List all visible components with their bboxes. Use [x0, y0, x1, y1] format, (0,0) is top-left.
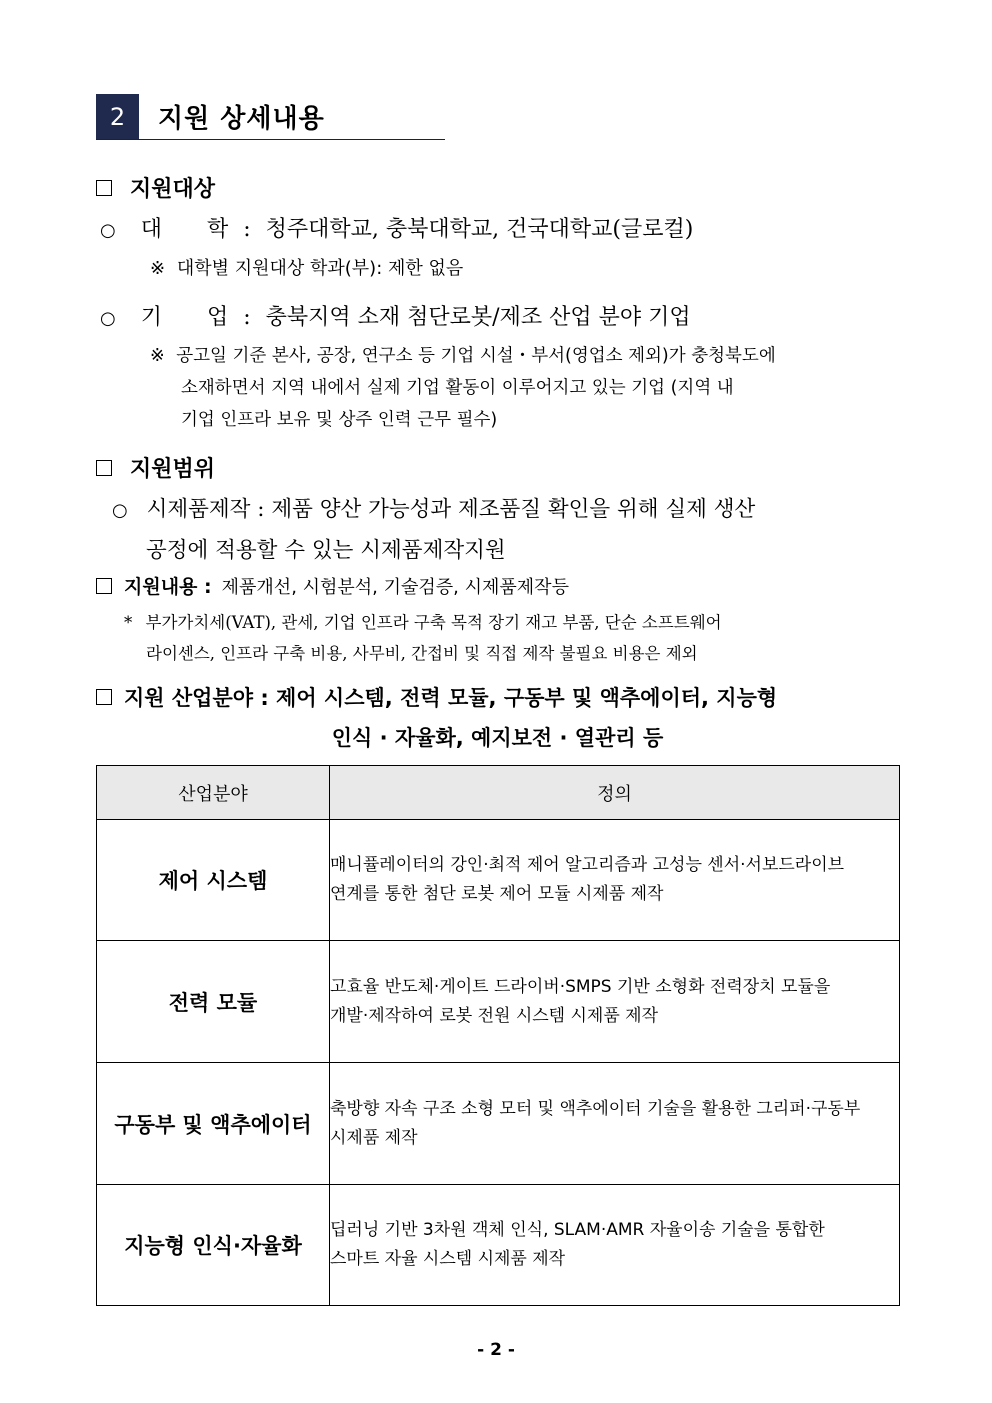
checkbox-square-icon [96, 460, 112, 476]
page-number: - 2 - [477, 1340, 515, 1360]
checkbox-square-icon [96, 578, 112, 594]
company-line: ○ 기 업 : 충북지역 소재 첨단로봇/제조 산업 분야 기업 [100, 305, 691, 330]
company-text: 충북지역 소재 첨단로봇/제조 산업 분야 기업 [265, 305, 691, 330]
table-row [97, 1063, 900, 1185]
table-header-row [97, 766, 900, 820]
content-heading: 지원내용 : [124, 576, 212, 598]
content-text: 제품개선, 시험분석, 기술검증, 시제품제작등 [221, 576, 569, 598]
industry-heading: 지원 산업분야 : 제어 시스템, 전력 모듈, 구동부 및 액추에이터, 지능형 [96, 682, 777, 712]
header-industry: 산업분야 [97, 766, 330, 820]
university-text: 청주대학교, 충북대학교, 건국대학교(글로컬) [265, 217, 694, 242]
section-title: 지원 상세내용 [158, 104, 325, 134]
industry-heading-cont: 인식 · 자율화, 예지보전 · 열관리 등 [331, 726, 664, 750]
checkbox-square-icon [96, 689, 112, 705]
row-definition: 딥러닝 기반 3차원 객체 인식, SLAM·AMR 자율이송 기술을 통합한 스마트 자율 시스템 시제품 제작 [330, 1185, 900, 1306]
industry-table [96, 765, 900, 1306]
content-line [96, 572, 569, 599]
university-line: ○ 대 학 : 청주대학교, 충북대학교, 건국대학교(글로컬) [100, 217, 694, 242]
row-definition: 매니퓰레이터의 강인·최적 제어 알고리즘과 고성능 센서·서보드라이브 연계를 통한 첨단 로봇 제어 모듈 시제품 제작 [330, 820, 900, 941]
target-heading: 지원대상 [96, 172, 215, 203]
content-note: * 부가가치세(VAT), 관세, 기업 인프라 구축 목적 장기 재고 부품, 단순 소프트웨어 라이센스, 인프라 구축 비용, 사무비, 간접비 및 직접 제작 불필요 비용은 제외 [124, 613, 722, 663]
section-number: 2 [96, 94, 139, 139]
row-category: 전력 모듈 [97, 941, 330, 1063]
header-definition: 정의 [330, 766, 900, 820]
table-row [97, 941, 900, 1063]
row-category: 제어 시스템 [97, 820, 330, 941]
row-category: 구동부 및 액추에이터 [97, 1063, 330, 1185]
company-note: ※ 공고일 기준 본사, 공장, 연구소 등 기업 시설・부서(영업소 제외)가 충청북도에 소재하면서 지역 내에서 실제 기업 활동이 이루어지고 있는 기업 (지역 내 기업 인프라 보유 및 상주 인력 근무 필수) [150, 346, 776, 430]
university-note: ※ 대학별 지원대상 학과(부): 제한 없음 [150, 258, 464, 279]
row-category: 지능형 인식·자율화 [97, 1185, 330, 1306]
table-row [97, 820, 900, 941]
row-definition: 고효율 반도체·게이트 드라이버·SMPS 기반 소형화 전력장치 모듈을 개발·제작하여 로봇 전원 시스템 시제품 제작 [330, 941, 900, 1063]
table-row [97, 1185, 900, 1306]
checkbox-square-icon [96, 180, 112, 196]
scope-heading: 지원범위 [96, 452, 215, 483]
row-definition: 축방향 자속 구조 소형 모터 및 액추에이터 기술을 활용한 그리퍼·구동부 시제품 제작 [330, 1063, 900, 1185]
scope-text: ○ 시제품제작 : 제품 양산 가능성과 제조품질 확인을 위해 실제 생산 공정에 적용할 수 있는 시제품제작지원 [112, 497, 756, 563]
section-underline [96, 139, 445, 140]
